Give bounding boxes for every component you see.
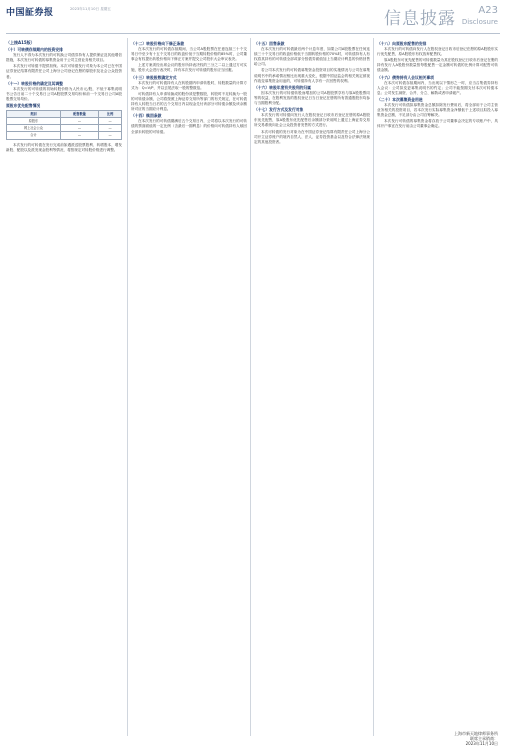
table-cell: — — [99, 125, 122, 132]
paragraph: 在本次发行的可转债最后两个计息年度，如果公司A股股票在任何连续三十个交易日的收盘价格低于当期转股价格的70%时，可转债持有人有权将其持有的可转债全部或部分按债券面值加上当期应计利息的价格回售给公司。 — [254, 47, 370, 67]
paragraph: 在本次发行的可转债存续期间，当公司A股股票在任意连续三十个交易日中至少有十五个交易日的收盘价低于当期转股价格的85%时，公司董事会有权提出转股价格向下修正方案并提交公司股东大会审议表决。 — [131, 47, 247, 62]
paragraph: 上述方案须经出席会议的股东所持表决权的三分之二以上通过方可实施，股东大会进行表决时，持有本次发行可转债的股东应当回避。 — [131, 63, 247, 73]
section-heading: （十七）发行方式及发行对象 — [254, 107, 304, 113]
table-header: 比例 — [99, 111, 122, 118]
paragraph: 可转债持有人申请转换成的股份须是整数股，转股时不足转换为一股的可转债余额，公司将按照上海证券交易所等部门的有关规定，在可转债持有人转股当日后的五个交易日内以现金兑付该部分可转债余额及该余额所对应的当期应计利息。 — [131, 91, 247, 112]
masthead — [0, 0, 506, 36]
paragraph: 在本次可转债存续期间内，当出现以下情形之一时，应当召集债券持有人会议：公司拟变更募集说明书的约定；公司不能按期支付本次可转债本息；公司发生减资、合并、分立、解散或者申请破产。 — [377, 80, 498, 95]
table-header-row — [7, 111, 122, 118]
table-row — [7, 132, 122, 139]
paragraph: 本次发行可转债拟募集资金总额扣除发行费用后，将全部用于公司主营业务相关的投资项目，若本次发行实际募集资金净额低于上述项目拟投入募集资金总额，不足部分由公司自筹解决。 — [377, 103, 498, 118]
paragraph: 本次发行的可转债在发行完成前如遇派送股票股利、转增股本、增发新股、配股以及派发现金股利等情况，将按规定对转股价格进行调整。 — [6, 142, 122, 152]
paragraph: 本次发行可转债不提供担保。本次可转债发行对象为本公司已在中国证券登记结算有限责任公司上海分公司登记在册的原股东及社会公众投资者。 — [6, 64, 122, 79]
paragraph: 因本次发行的可转债转股而增加的公司A股股票享有与原A股股票同等的权益，在股利发放的股权登记日当日登记在册的所有普通股股东均参与当期股利分配。 — [254, 90, 370, 106]
header-rule — [6, 33, 500, 34]
section-heading: （十四）赎回条款 — [131, 113, 162, 119]
section-title-en: Disclosure — [461, 18, 498, 26]
paragraph: 本次可转债的发行对象为在中国证券登记结算有限责任公司上海分公司开立证券账户的境内自然人、法人、证券投资基金以及符合法律法规规定的其他投资者。 — [254, 129, 370, 144]
section-heading: （十五）回售条款 — [254, 41, 285, 46]
section-heading: （二十）本次募集资金用途 — [377, 96, 423, 102]
table-caption: 原股东优先配售情况 — [6, 103, 41, 109]
text-column-4 — [377, 40, 498, 131]
newspaper-logo: 中国証券报 — [6, 8, 54, 18]
text-column-2 — [131, 40, 247, 136]
table-row — [7, 125, 122, 132]
continuation-note: （上接A15版） — [6, 40, 35, 45]
paragraph: 本次发行的可转债持有人在转股期内申请转股时，转股数量的计算方式为：Q=V/P，并以去尾法取一股的整数倍。 — [131, 80, 247, 90]
table-cell: — — [99, 118, 122, 125]
section-heading: （十六）转股年度有关股利的归属 — [254, 84, 311, 90]
section-heading: （十）可转债存续期内的投资安排 — [6, 47, 63, 53]
column-divider — [373, 38, 374, 736]
paragraph: 本次发行的可转债向发行人在股权登记日收市后登记在册的原A股股东实行优先配售，原A股股东有权放弃配售权。 — [377, 47, 498, 57]
table-cell: 网上社会公众 — [7, 125, 61, 132]
section-heading: （十二）转股价格向下修正条款 — [131, 41, 185, 46]
paragraph: 本次发行的可转债向发行人在股权登记日收市后登记在册的原A股股东优先配售，原A股股东优先配售后余额部分采用网上通过上海证券交易所交易系统向社会公众投资者发售的方式进行。 — [254, 113, 370, 128]
paragraph: 本次发行可转债的募集资金将存放于公司董事会决定的专项账户中，具体开户事宜在发行前由公司董事会确定。 — [377, 119, 498, 129]
section-heading: （十八）向原股东配售的安排 — [377, 41, 427, 46]
text-column-1 — [6, 40, 122, 154]
text-column-3 — [254, 40, 370, 146]
contact-line: 联席主承销商： — [470, 736, 498, 741]
paragraph: 发行人不得为本次发行的可转换公司债券持有人提供保证及其他增信措施，本次发行可转债的募集资金用于公司主营业务相关项目。 — [6, 53, 122, 63]
paragraph: 若公司本次发行的可转债募集资金投资项目的实施情况与公司在募集说明书中的承诺情况相比出现重大变化，根据中国证监会的相关规定被视作改变募集资金用途的，可转债持有人享有一次回售的权利。 — [254, 68, 370, 83]
paragraph: 在本次发行的可转债期满后五个交易日内，公司将以本次发行的可转债的票面面值的一定比例（含最后一期利息）的价格向可转债持有人赎回全部未转股的可转债。 — [131, 119, 247, 134]
section-heading: （十九）债券持有人会议相关事项 — [377, 74, 434, 80]
table-cell: 原股东 — [7, 118, 61, 125]
table-header: 配售数量 — [60, 111, 98, 118]
paragraph: 原A股股东可优先配售的可转债数量为其在股权登记日收市后登记在册的持有发行人A股股份数量按每股配售一定金额可转债的比例计算可配售可转债金额。 — [377, 58, 498, 73]
date-line: 2023年11月10日 — [465, 741, 498, 746]
column-divider — [250, 38, 251, 736]
page-number: A23 — [478, 5, 498, 16]
column-divider — [127, 38, 128, 736]
issue-date: 2023年11月10日 星期五 — [70, 7, 111, 11]
issuer-line: 上海市新天地律师事务所 — [454, 731, 498, 736]
table-cell: — — [60, 132, 98, 139]
allocation-table — [6, 110, 122, 139]
section-heading: （十一）转股价格的确定及其调整 — [6, 80, 63, 86]
signature-block — [454, 731, 498, 746]
table-row — [7, 118, 122, 125]
table-cell: — — [60, 118, 98, 125]
table-cell: — — [99, 132, 122, 139]
table-cell: 合计 — [7, 132, 61, 139]
section-heading: （十三）转股股数确定方式 — [131, 74, 177, 80]
table-cell: — — [60, 125, 98, 132]
section-title: 信息披露 — [384, 9, 456, 29]
table-header: 类别 — [7, 111, 61, 118]
paragraph: 本次发行的可转债的初始转股价格为人民币元/股，不低于募集说明书公告日前二十个交易日公司A股股票交易均价和前一个交易日公司A股股票交易均价。 — [6, 86, 122, 101]
